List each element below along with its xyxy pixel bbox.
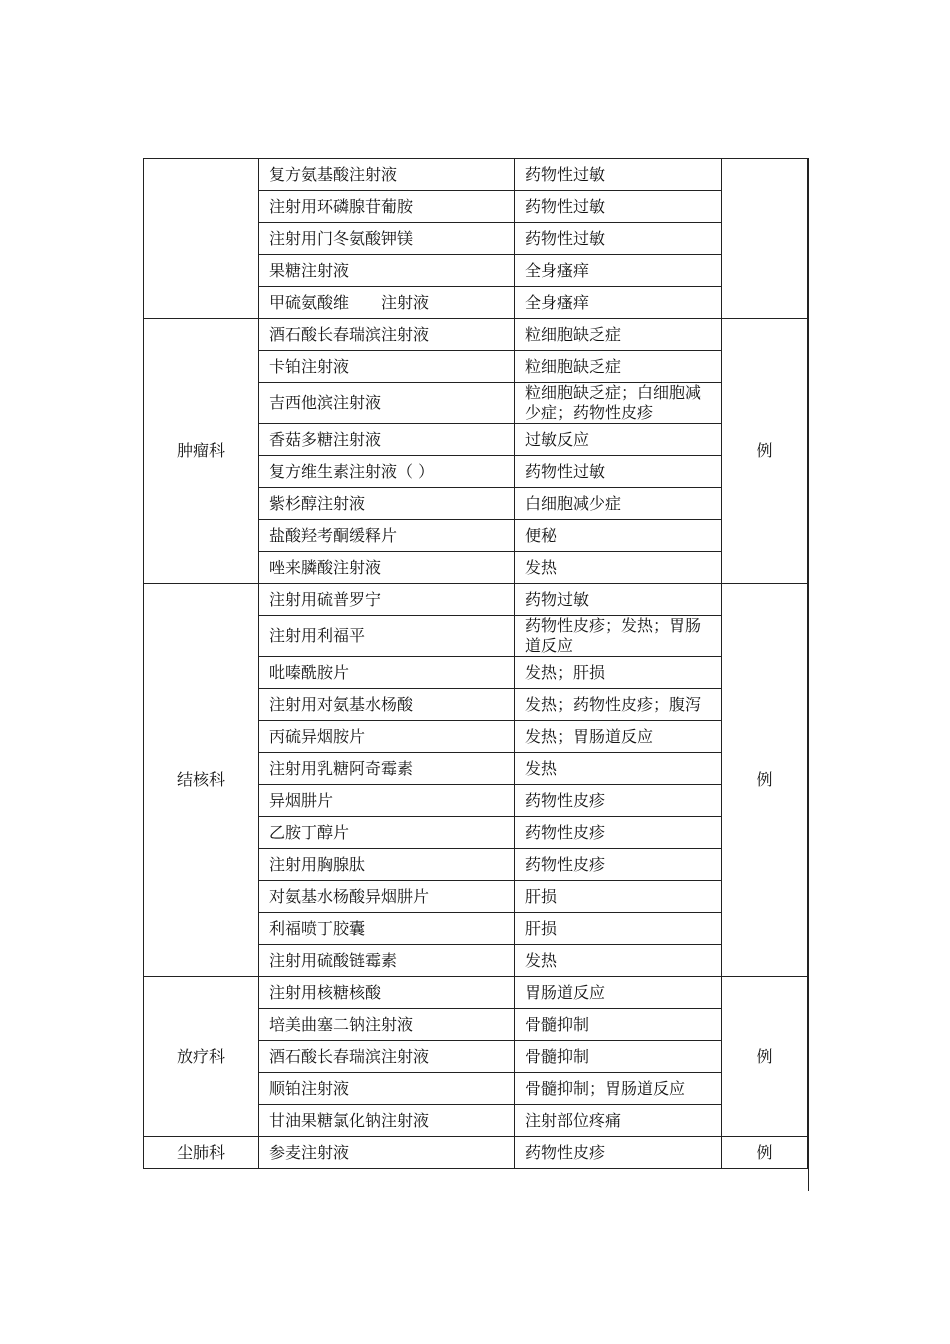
reaction-cell: 药物性皮疹；发热；胃肠道反应: [515, 616, 722, 657]
case-count-cell: 例: [722, 1137, 808, 1169]
reaction-cell: 肝损: [515, 881, 722, 913]
drug-name-cell: 注射用胸腺肽: [259, 849, 515, 881]
reaction-cell: 发热；胃肠道反应: [515, 721, 722, 753]
reaction-cell: 全身瘙痒: [515, 255, 722, 287]
reaction-cell: 药物过敏: [515, 584, 722, 616]
drug-name-cell: 吉西他滨注射液: [259, 383, 515, 424]
drug-name-cell: 甘油果糖氯化钠注射液: [259, 1105, 515, 1137]
reaction-cell: 发热: [515, 945, 722, 977]
drug-name-cell: 乙胺丁醇片: [259, 817, 515, 849]
reaction-cell: 胃肠道反应: [515, 977, 722, 1009]
reaction-cell: 发热: [515, 753, 722, 785]
case-count-cell: 例: [722, 584, 808, 977]
drug-name-cell: 注射用对氨基水杨酸: [259, 689, 515, 721]
drug-name-cell: 丙硫异烟胺片: [259, 721, 515, 753]
table-row: [144, 159, 808, 191]
drug-name-cell: 盐酸羟考酮缓释片: [259, 520, 515, 552]
drug-name-cell: 注射用门冬氨酸钾镁: [259, 223, 515, 255]
reaction-cell: 注射部位疼痛: [515, 1105, 722, 1137]
reaction-cell: 发热；药物性皮疹；腹泻: [515, 689, 722, 721]
reaction-cell: 粒细胞缺乏症: [515, 351, 722, 383]
department-cell: 结核科: [144, 584, 259, 977]
adverse-reaction-table: [143, 158, 808, 1169]
reaction-cell: 粒细胞缺乏症: [515, 319, 722, 351]
drug-name-cell: 紫杉醇注射液: [259, 488, 515, 520]
reaction-cell: 骨髓抑制: [515, 1041, 722, 1073]
reaction-cell: 粒细胞缺乏症；白细胞减少症；药物性皮疹: [515, 383, 722, 424]
drug-name-cell: 酒石酸长春瑞滨注射液: [259, 319, 515, 351]
reaction-cell: 便秘: [515, 520, 722, 552]
table-row: [144, 1137, 808, 1169]
table-right-edge: [808, 158, 809, 1191]
table-body: [144, 159, 808, 1169]
department-cell: 放疗科: [144, 977, 259, 1137]
reaction-cell: 骨髓抑制: [515, 1009, 722, 1041]
table-row: [144, 319, 808, 351]
reaction-cell: 骨髓抑制；胃肠道反应: [515, 1073, 722, 1105]
case-count-cell: 例: [722, 319, 808, 584]
drug-name-cell: 吡嗪酰胺片: [259, 657, 515, 689]
drug-name-cell: 卡铂注射液: [259, 351, 515, 383]
drug-name-cell: 甲硫氨酸维 注射液: [259, 287, 515, 319]
reaction-cell: 药物性皮疹: [515, 785, 722, 817]
reaction-cell: 药物性过敏: [515, 191, 722, 223]
drug-name-cell: 复方氨基酸注射液: [259, 159, 515, 191]
drug-name-cell: 对氨基水杨酸异烟肼片: [259, 881, 515, 913]
drug-name-cell: 顺铂注射液: [259, 1073, 515, 1105]
drug-name-cell: 唑来膦酸注射液: [259, 552, 515, 584]
case-count-cell: [722, 159, 808, 319]
reaction-cell: 全身瘙痒: [515, 287, 722, 319]
drug-name-cell: 参麦注射液: [259, 1137, 515, 1169]
reaction-cell: 药物性过敏: [515, 223, 722, 255]
drug-name-cell: 香菇多糖注射液: [259, 424, 515, 456]
drug-name-cell: 酒石酸长春瑞滨注射液: [259, 1041, 515, 1073]
table-row: [144, 584, 808, 616]
drug-name-cell: 注射用乳糖阿奇霉素: [259, 753, 515, 785]
reaction-cell: 发热；肝损: [515, 657, 722, 689]
drug-name-cell: 注射用核糖核酸: [259, 977, 515, 1009]
reaction-cell: 药物性过敏: [515, 456, 722, 488]
department-cell: 尘肺科: [144, 1137, 259, 1169]
reaction-cell: 发热: [515, 552, 722, 584]
drug-name-cell: 果糖注射液: [259, 255, 515, 287]
reaction-cell: 药物性皮疹: [515, 849, 722, 881]
table-row: [144, 977, 808, 1009]
reaction-cell: 过敏反应: [515, 424, 722, 456]
drug-name-cell: 注射用利福平: [259, 616, 515, 657]
reaction-cell: 肝损: [515, 913, 722, 945]
reaction-cell: 白细胞减少症: [515, 488, 722, 520]
drug-name-cell: 培美曲塞二钠注射液: [259, 1009, 515, 1041]
drug-name-cell: 利福喷丁胶囊: [259, 913, 515, 945]
drug-name-cell: 注射用环磷腺苷葡胺: [259, 191, 515, 223]
reaction-cell: 药物性过敏: [515, 159, 722, 191]
case-count-cell: 例: [722, 977, 808, 1137]
drug-name-cell: 异烟肼片: [259, 785, 515, 817]
department-cell: [144, 159, 259, 319]
reaction-cell: 药物性皮疹: [515, 817, 722, 849]
drug-name-cell: 复方维生素注射液（ ）: [259, 456, 515, 488]
reaction-cell: 药物性皮疹: [515, 1137, 722, 1169]
drug-name-cell: 注射用硫普罗宁: [259, 584, 515, 616]
department-cell: 肿瘤科: [144, 319, 259, 584]
drug-name-cell: 注射用硫酸链霉素: [259, 945, 515, 977]
